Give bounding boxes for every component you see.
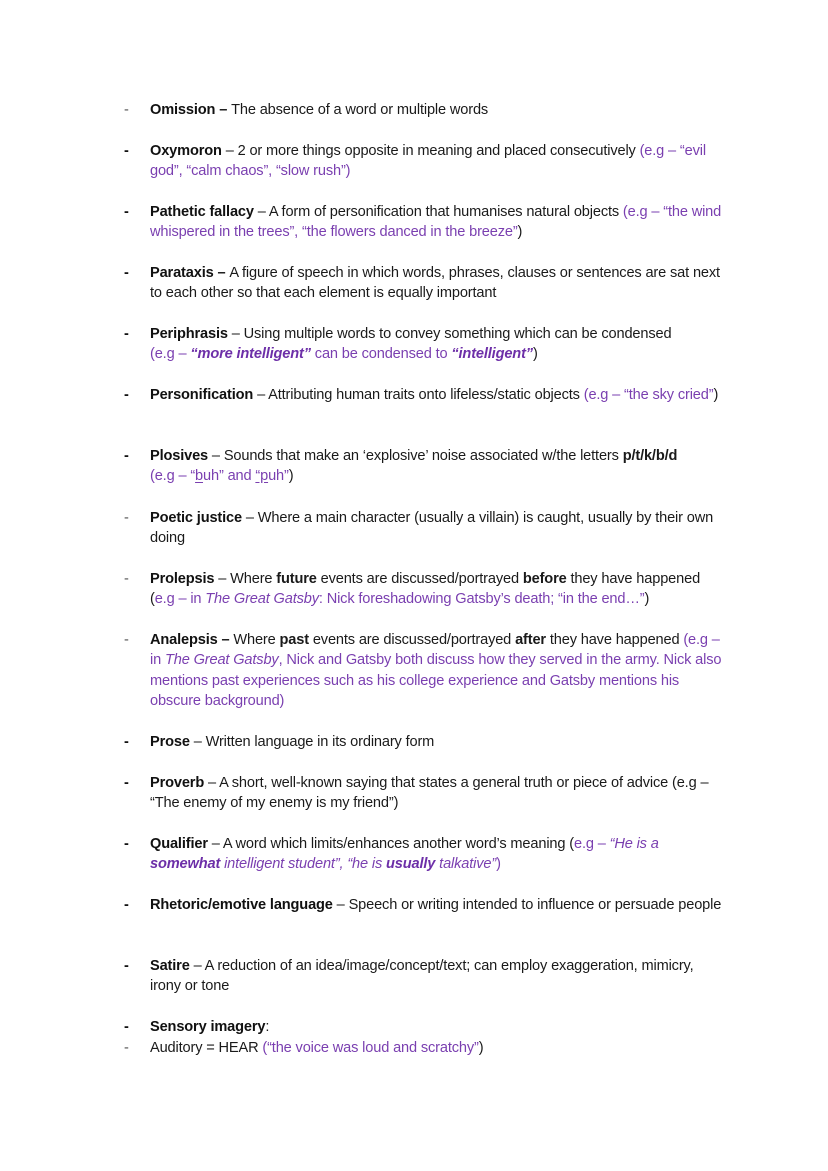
example-close: ) <box>713 387 719 403</box>
definition: Sounds that make an ‘explosive’ noise associated w/the letters <box>223 448 623 464</box>
example-open: ( <box>262 1040 268 1056</box>
example-text: , Nick and Gatsby both discuss how they served in the army. Nick also mentions past experiences such as his college experience and Gatsby mentions his obscure background) <box>150 652 722 710</box>
bullet-dash: - <box>124 387 129 403</box>
example-open: ( <box>150 346 155 363</box>
example-close: ) <box>532 346 538 363</box>
separator: – <box>213 265 230 281</box>
separator: – <box>332 897 349 913</box>
definition: A short, well-known saying that states a general truth or piece of advice (e.g – “The enemy of my enemy is my friend”) <box>150 775 709 812</box>
example-emphasis: usually <box>386 856 436 873</box>
definition: Where <box>233 632 280 648</box>
bullet-dash: - <box>124 958 129 974</box>
glossary-entry-periphrasis <box>124 324 724 365</box>
term: Rhetoric/emotive language <box>150 897 333 913</box>
emphasis: after <box>515 632 546 648</box>
term: Omission <box>150 102 216 118</box>
example: “the voice was loud and scratchy” <box>267 1040 479 1056</box>
example-book-title: The Great Gatsby <box>164 652 279 669</box>
example-text: uh” <box>268 468 289 485</box>
glossary-entry-poetic-justice <box>124 508 724 549</box>
example-text: intelligent student”, “he is <box>220 856 387 873</box>
separator: – <box>217 632 234 648</box>
example-prefix: e.g – in <box>154 591 206 608</box>
example-prefix: e.g – <box>154 346 191 363</box>
separator: – <box>207 836 223 852</box>
bullet-dash: - <box>124 326 129 342</box>
example-close: ) <box>517 224 523 241</box>
example-text: “He is a <box>609 836 659 852</box>
bullet-dash: - <box>124 571 129 587</box>
term: Parataxis <box>150 265 214 281</box>
definition: 2 or more things opposite in meaning and placed consecutively <box>237 143 640 159</box>
example-close: ) <box>644 591 650 608</box>
definition: Using multiple words to convey something which can be condensed <box>243 326 672 342</box>
example-emphasis: somewhat <box>150 856 221 873</box>
bullet-dash: - <box>124 836 129 852</box>
glossary-entry-plosives <box>124 446 724 487</box>
example-text: uh” and <box>203 468 256 485</box>
glossary-entry-parataxis <box>124 263 724 304</box>
term: Analepsis <box>150 632 218 648</box>
definition: events are discussed/portrayed <box>316 571 523 587</box>
bullet-dash: - <box>124 265 129 281</box>
definition: A form of personification that humanises natural objects <box>268 204 623 220</box>
glossary-entry-qualifier <box>124 834 724 875</box>
example-open: ( <box>583 387 589 403</box>
glossary-entry-rhetoric <box>124 895 724 915</box>
glossary-entry-oxymoron <box>124 141 724 182</box>
term: Qualifier <box>150 836 208 852</box>
term: Prolepsis <box>150 571 215 587</box>
example-close: ) <box>496 856 501 873</box>
glossary-entry-personification <box>124 385 724 405</box>
example-prefix: e.g – “ <box>154 468 196 485</box>
glossary-entry-omission <box>124 100 724 120</box>
term: Periphrasis <box>150 326 228 342</box>
glossary-entry-prose <box>124 732 724 752</box>
term: Plosives <box>150 448 209 464</box>
separator: – <box>253 204 269 220</box>
bullet-dash: - <box>124 102 129 118</box>
bullet-dash: - <box>124 143 129 159</box>
example: (e.g – “evil god”, “calm chaos”, “slow rush”) <box>150 143 706 180</box>
example-prefix: (e.g – in <box>150 632 720 669</box>
definition: A word which limits/enhances another word’s meaning <box>222 836 570 852</box>
definition: A reduction of an idea/image/concept/text; can employ exaggeration, mimicry, irony or tone <box>150 958 694 995</box>
separator: – <box>189 734 206 750</box>
example-book-title: The Great Gatsby <box>205 591 319 608</box>
example-open: ( <box>150 591 155 608</box>
emphasis: before <box>522 571 567 587</box>
definition: they have happened <box>545 632 684 648</box>
term: Pathetic fallacy <box>150 204 254 220</box>
term: Oxymoron <box>150 143 222 159</box>
definition: Attributing human traits onto lifeless/static objects <box>268 387 584 403</box>
emphasis: future <box>276 571 317 587</box>
example-text: : Nick foreshadowing Gatsby’s death; “in the end…” <box>318 591 645 608</box>
definition: Where <box>230 571 277 587</box>
example-emphasis: “intelligent” <box>451 346 533 363</box>
separator: – <box>227 326 244 342</box>
definition: Speech or writing intended to influence or persuade people <box>348 897 722 913</box>
definition: events are discussed/portrayed <box>308 632 516 648</box>
example-underlined: “p <box>255 468 269 485</box>
term: Prose <box>150 734 190 750</box>
sense-label: Auditory = HEAR <box>150 1040 263 1056</box>
emphasis: past <box>279 632 309 648</box>
example-text: can be condensed to <box>310 346 452 363</box>
glossary-entry-pathetic-fallacy <box>124 202 724 243</box>
glossary-entry-sensory-imagery <box>124 1017 724 1037</box>
example-open: ( <box>569 836 574 852</box>
bullet-dash: - <box>124 734 129 750</box>
example: e.g – “the wind whispered in the trees”, “the flowers danced in the breeze” <box>150 204 722 241</box>
term: Proverb <box>150 775 205 791</box>
example: e.g – “the sky cried” <box>588 387 714 403</box>
example-underlined: b <box>195 468 204 485</box>
separator: – <box>189 958 205 974</box>
glossary-subentry-auditory <box>124 1038 724 1058</box>
example-emphasis: “more intelligent” <box>190 346 311 363</box>
term: Poetic justice <box>150 510 242 526</box>
bullet-dash: - <box>124 510 129 526</box>
definition: A figure of speech in which words, phrases, clauses or sentences are sat next to each other so that each element is equally important <box>150 265 720 302</box>
bullet-dash: - <box>124 204 129 220</box>
separator: – <box>208 448 224 464</box>
bullet-dash: - <box>124 775 129 791</box>
example-close: ) <box>288 468 294 485</box>
definition: Written language in its ordinary form <box>205 734 435 750</box>
example-open: ( <box>622 204 628 220</box>
bullet-dash: - <box>124 897 129 913</box>
example-prefix: e.g – <box>573 836 610 852</box>
separator: – <box>253 387 269 403</box>
definition: they have happened <box>566 571 701 587</box>
separator: – <box>221 143 238 159</box>
glossary-entry-prolepsis <box>124 569 724 610</box>
separator: : <box>265 1019 270 1035</box>
glossary-entry-proverb <box>124 773 724 814</box>
bullet-dash: - <box>124 1040 129 1056</box>
bullet-dash: - <box>124 632 129 648</box>
example-open: ( <box>150 468 155 485</box>
glossary-entry-analepsis <box>124 630 724 712</box>
term: Sensory imagery <box>150 1019 266 1035</box>
glossary-entry-satire <box>124 956 724 997</box>
example-close: ) <box>478 1040 484 1056</box>
example-text: talkative” <box>435 856 497 873</box>
separator: – <box>215 102 232 118</box>
term: Personification <box>150 387 254 403</box>
bullet-dash: - <box>124 448 129 464</box>
separator: – <box>241 510 258 526</box>
definition: The absence of a word or multiple words <box>231 102 489 118</box>
bullet-dash: - <box>124 1019 129 1035</box>
letters: p/t/k/b/d <box>622 448 678 464</box>
separator: – <box>214 571 231 587</box>
term: Satire <box>150 958 190 974</box>
definition: Where a main character (usually a villain) is caught, usually by their own doing <box>150 510 714 547</box>
separator: – <box>204 775 220 791</box>
